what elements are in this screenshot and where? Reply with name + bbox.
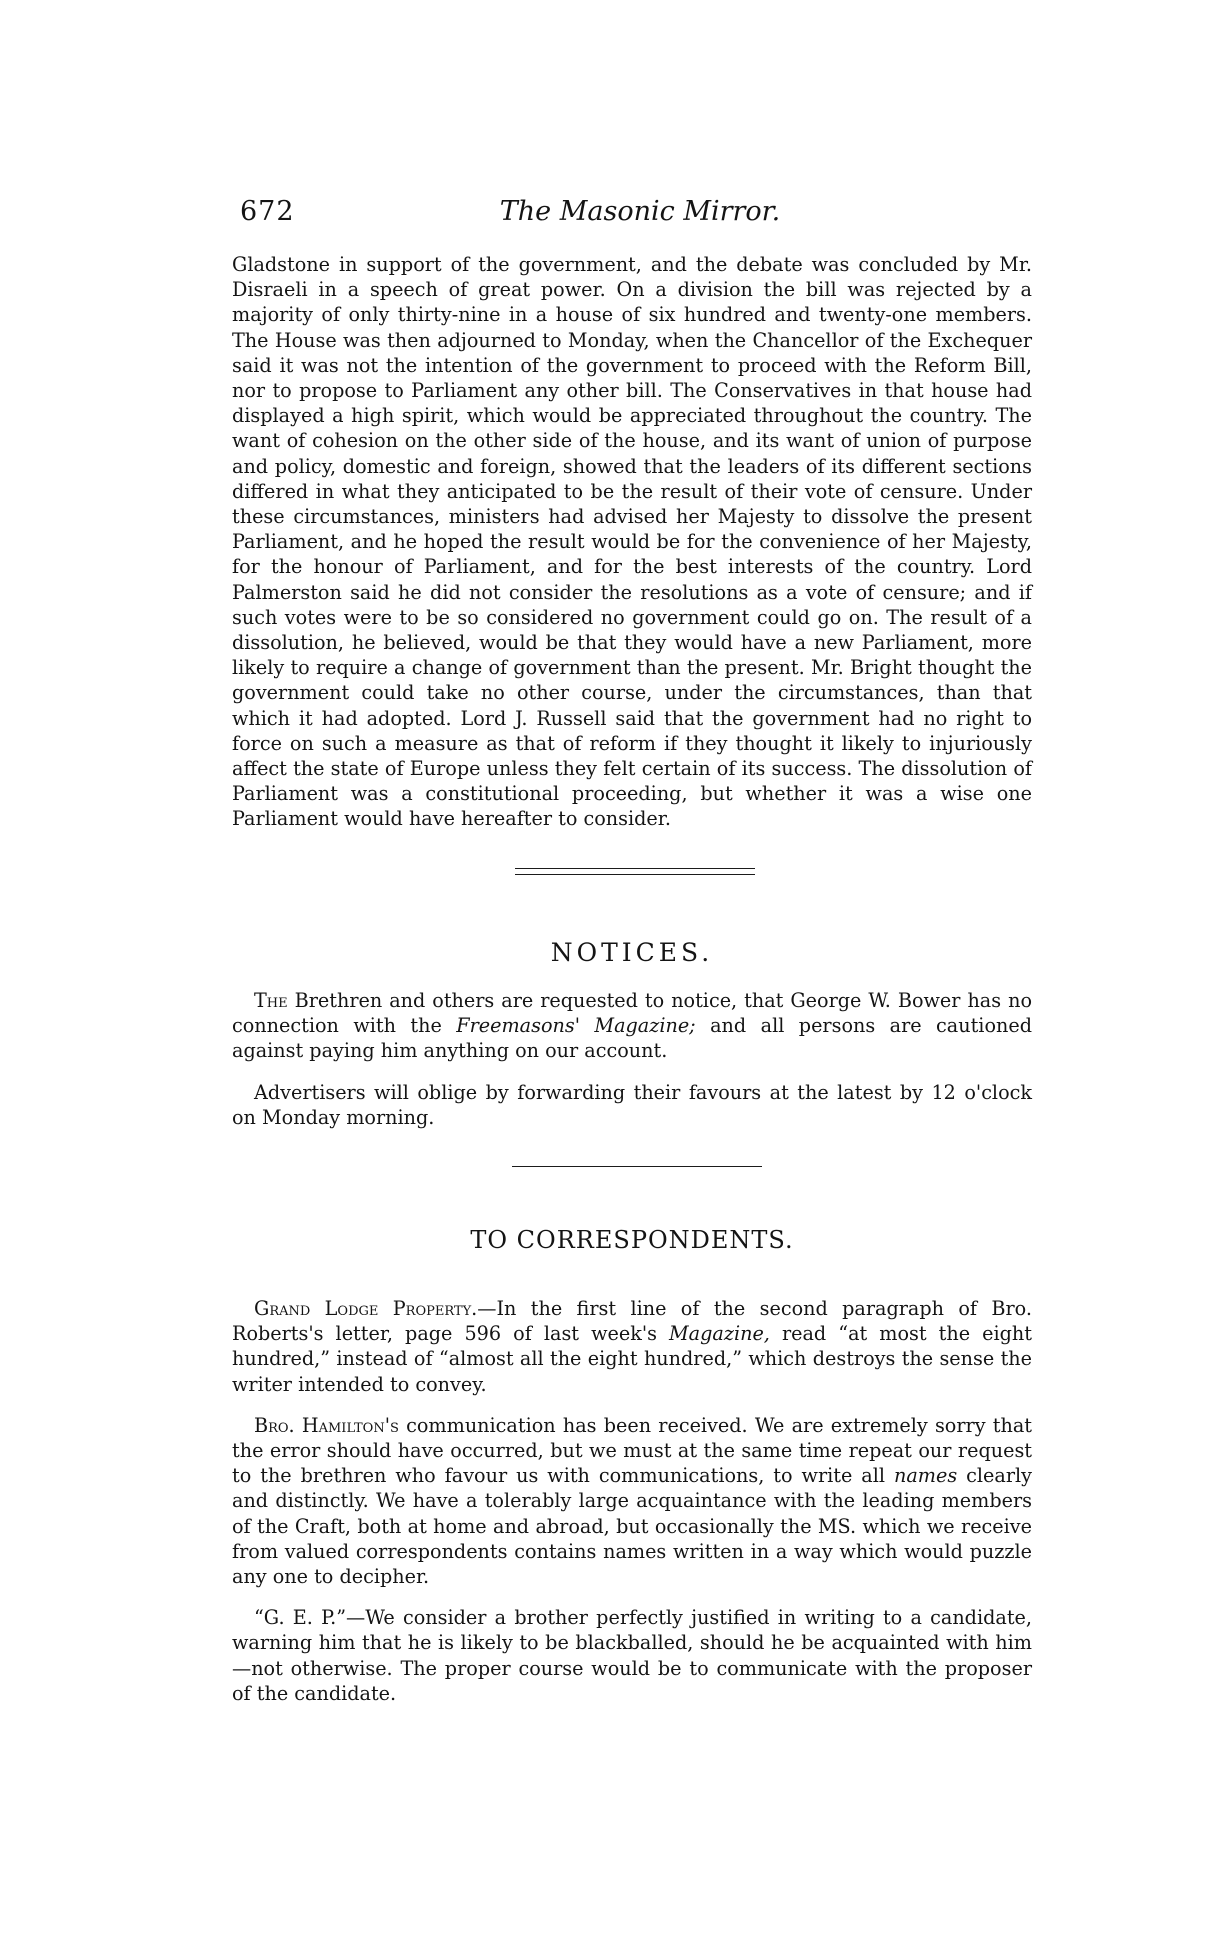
note-lead: Bro. [254,1413,302,1437]
double-rule-bottom [515,874,755,875]
page-number: 672 [240,196,295,227]
continued-article [232,252,1032,832]
continued-paragraph: Gladstone in support of the government, and the debate was concluded by Mr. Disraeli in a speech of great power. On a division the bill was rejected by a majority of only thirty-nine in a house of six hundred and twenty-one members. The House was then adjourned to Monday, when the Chancellor of the Exchequer said it was not the intention of the government to proceed with the Reform Bill, nor to propose to Parliament any other bill. The Conservatives in that house had displayed a high spirit, which would be appreciated throughout the country. The want of cohesion on the other side of the house, and its want of union of purpose and policy, domestic and foreign, showed that the leaders of its different sections differed in what they anticipated to be the result of their vote of censure. Under these circumstances, ministers had advised her Majesty to dissolve the present Parliament, and he hoped the result would be for the convenience of her Majesty, for the honour of Parliament, and for the best interests of the country. Lord Palmerston said he did not consider the resolutions as a vote of censure; and if such votes were to be so considered no government could go on. The result of a dissolution, he believed, would be that they would have a new Parliament, more likely to require a change of government than the present. Mr. Bright thought the government could take no other course, under the circumstances, than that which it had adopted. Lord J. Russell said that the government had no right to force on such a measure as that of reform if they thought it likely to injuriously affect the state of Europe unless they felt certain of its success. The dissolution of Parliament was a constitutional proceeding, but whether it was a wise one Parliament would have hereafter to consider. [232,253,1032,831]
page-header [240,196,1040,236]
correspondent-note: “G. E. P.”—We consider a brother perfectly justified in writing to a candidate, warning him that he is likely to be blackballed, should he be acquainted with him—not otherwise. The proper course would be to communicate with the proposer of the candidate. [232,1606,1032,1705]
note-lead: Grand Lodge Property. [254,1297,478,1320]
section-rule [512,1166,762,1167]
notices-heading: NOTICES. [550,938,714,967]
magazine-title: Freemasons' Magazine; [456,1014,696,1038]
correspondents-section [232,1296,1032,1706]
notice-paragraph: The Brethren and others are requested to notice, that George W. Bower has no connection with the Freemasons' Magazine; and all persons are cautioned against paying him anything on our account. [232,989,1032,1063]
running-title: The Masonic Mirror. [499,196,781,227]
double-rule-top [515,868,755,869]
notice-paragraph: Advertisers will oblige by forwarding their favours at the latest by 12 o'clock on Monday morning. [232,1080,1032,1129]
correspondent-note: Bro. Hamilton's communication has been received. We are extremely sorry that the error should have occurred, but we must at the same time repeat our request to the brethren who favour us with communications, to write all names clearly and distinctly. We have a tolerably large acquaintance with the leading members of the Craft, both at home and abroad, but occasionally the MS. which we receive from valued correspondents contains names written in a way which would puzzle any one to decipher. [232,1413,1032,1589]
correspondents-heading: TO CORRESPONDENTS. [470,1226,794,1254]
notice-lead: The [254,989,288,1012]
correspondent-note: Grand Lodge Property.—In the first line of the second paragraph of Bro. Roberts's letter, page 596 of last week's Magazine, read “at most the eight hundred,” instead of “almost all the eight hundred,” which destroys the sense the writer intended to convey. [232,1297,1033,1396]
notices-section [232,988,1032,1130]
